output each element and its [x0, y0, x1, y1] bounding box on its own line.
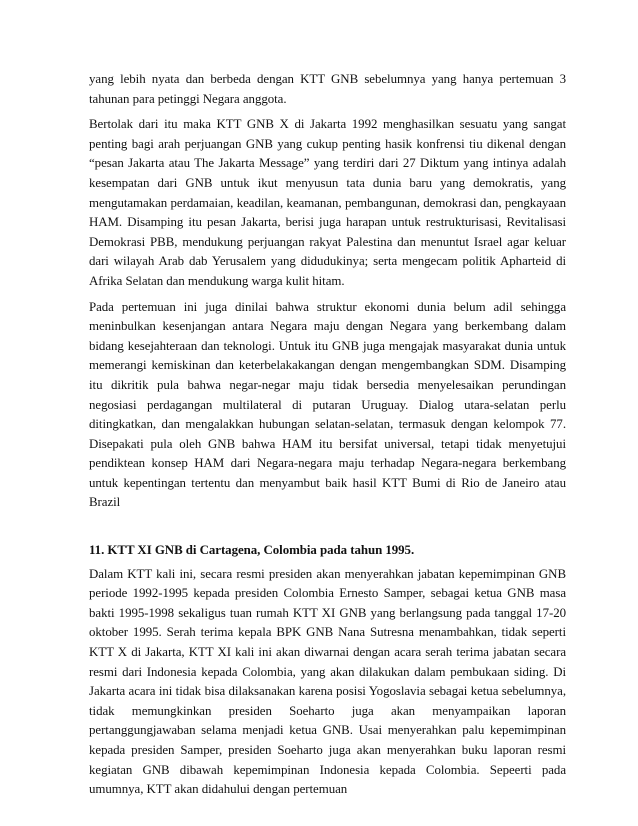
- paragraph-intro-continuation: yang lebih nyata dan berbeda dengan KTT GNB sebelumnya yang hanya pertemuan 3 tahunan para petinggi Negara anggota.: [89, 72, 566, 106]
- section-heading-ktt-xi: 11. KTT XI GNB di Cartagena, Colombia pada tahun 1995.: [89, 543, 415, 558]
- paragraph-jakarta-message: Bertolak dari itu maka KTT GNB X di Jakarta 1992 menghasilkan sesuatu yang sangat penting bagi arah perjuangan GNB yang cukup penting hasik konfrensi tiu dikenal dengan “pesan Jakarta atau The Jakarta Message” yang terdiri dari 27 Diktum yang intinya adalah kesempatan dari GNB untuk ikut menyusun tata dunia baru yang demokratis, yang mengutamakan perdamaian, keadilan, keamanan, pembangunan, demokrasi dan, pengkayaan HAM. Disamping itu pesan Jakarta, berisi juga harapan untuk restrukturisasi, Revitalisasi Demokrasi PBB, mendukung perjuangan rakyat Palestina dan menuntut Israel agar keluar dari wilayah Arab dab Yerusalem yang didudukinya; serta mengecam politik Apharteid di Afrika Selatan dan mendukung warga kulit hitam.: [89, 117, 566, 288]
- paragraph-economic-structure: Pada pertemuan ini juga dinilai bahwa struktur ekonomi dunia belum adil sehingga meninbulkan kesenjangan antara Negara maju dengan Negara yang berkembang dalam bidang kesejahteraan dan teknologi. Untuk itu GNB juga mengajak masyarakat dunia untuk memerangi kemiskinan dan keterbelakakangan dengan mengembangkan SDM. Disamping itu dikritik pula bahwa negar-negar maju tidak bersedia menyelesaikan perundingan negosiasi perdagangan multilateral di putaran Uruguay. Dialog utara-selatan perlu ditingkatkan, dan mengalakkan hubungan selatan-selatan, termasuk dengan kelompok 77. Disepakati pula oleh GNB bahwa HAM itu bersifat universal, tetapi tidak menyetujui pendiktean konsep HAM dari Negara-negara maju terhadap Negara-negara berkembang untuk kepentingan tertentu dan menyambut baik hasil KTT Bumi di Rio de Janeiro atau Brazil: [89, 299, 566, 510]
- paragraph-ktt-xi-cartagena: Dalam KTT kali ini, secara resmi presiden akan menyerahkan jabatan kepemimpinan GNB periode 1992-1995 kepada presiden Colombia Ernesto Samper, sebagai ketua GNB masa bakti 1995-1998 sekaligus tuan rumah KTT XI GNB yang berlangsung pada tanggal 17-20 oktober 1995. Serah terima kepala BPK GNB Nana Sutresna menambahkan, tidak seperti KTT X di Jakarta, KTT XI kali ini akan diwarnai dengan acara serah terima jabatan secara resmi dari Indonesia kepada Colombia, yang akan dilakukan dalam pembukaan siding. Di Jakarta acara ini tidak bisa dilaksanakan karena posisi Yogoslavia sebagai ketua sebelumnya, tidak memungkinkan presiden Soeharto juga akan menyampaikan laporan pertanggungjawaban selama menjadi ketua GNB. Usai menyerahkan palu kepemimpinan kepada presiden Samper, presiden Soeharto juga akan menyerahkan buku laporan resmi kegiatan GNB dibawah kepemimpinan Indonesia kepada Colombia. Sepeerti pada umumnya, KTT akan didahului dengan pertemuan: [89, 566, 566, 797]
